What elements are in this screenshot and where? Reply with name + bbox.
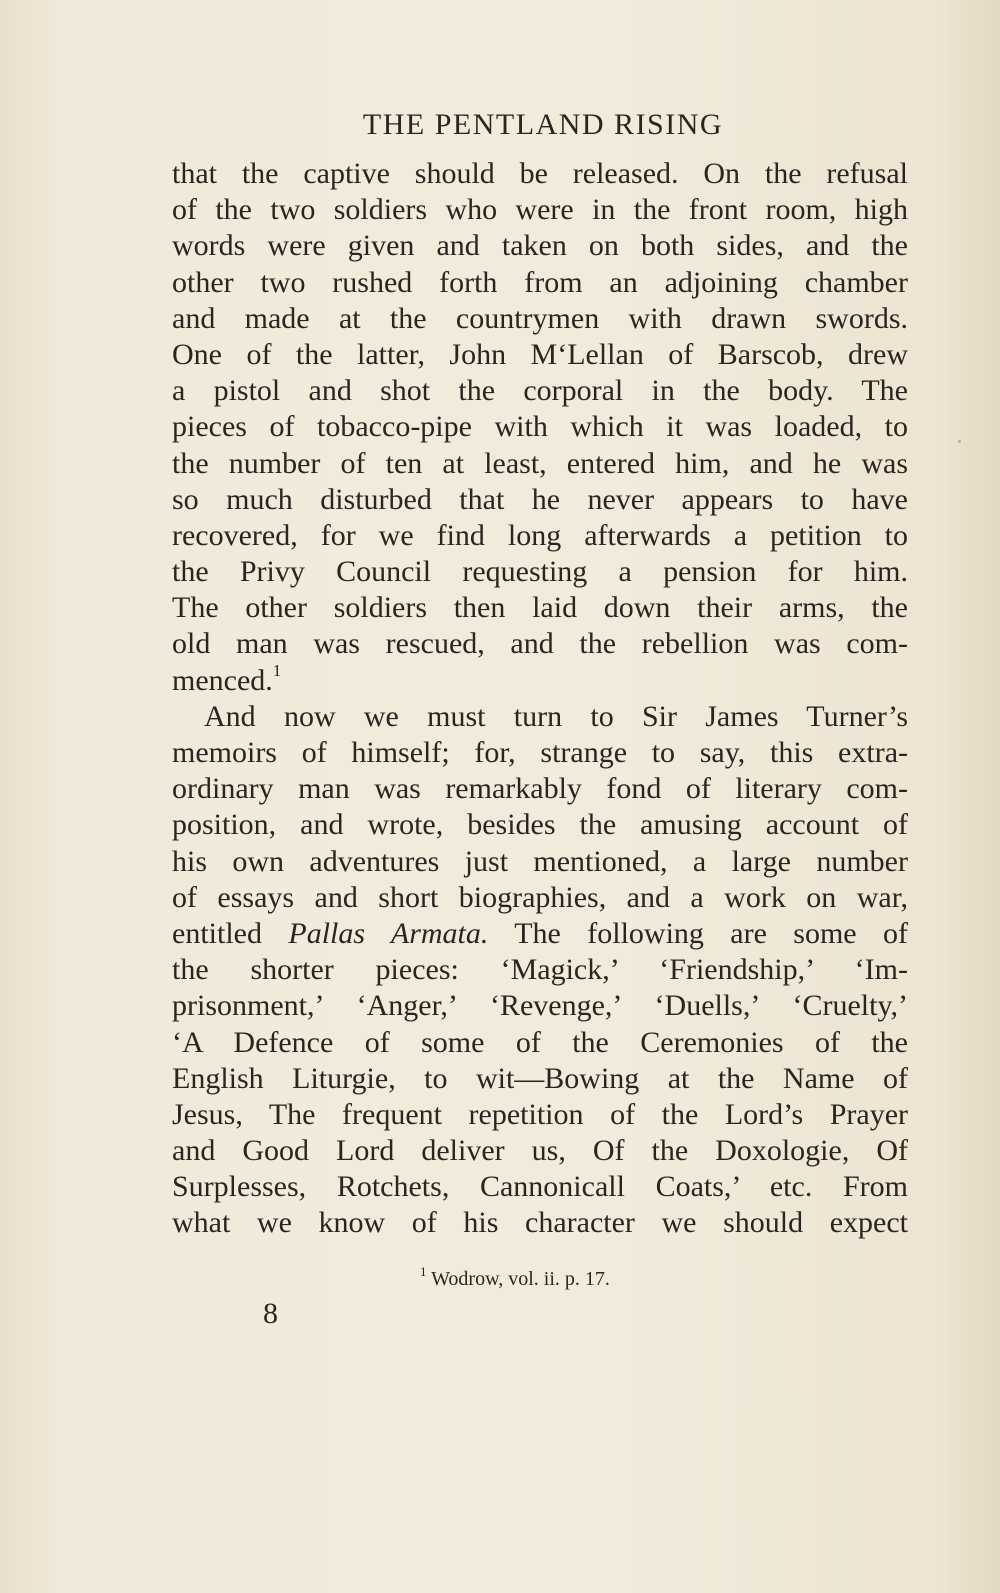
text-line (172, 916, 908, 952)
footnote (420, 1264, 610, 1291)
body-text (172, 156, 908, 1242)
text-line: recovered, for we find long afterwards a petition to (172, 518, 908, 552)
text-line: the Privy Council requesting a pension for him. (172, 555, 908, 589)
text-line: And now we must turn to Sir James Turner’s (204, 699, 908, 733)
text-line: position, and wrote, besides the amusing account of (172, 808, 908, 842)
text-line: of essays and short biographies, and a work on war, (172, 880, 908, 914)
book-title: Pallas Armata. (288, 916, 489, 950)
text-line: memoirs of himself; for, strange to say, this extra- (172, 736, 908, 769)
text-fragment: The following are some of (514, 916, 908, 950)
text-line: what we know of his character we should expect (172, 1206, 908, 1240)
text-line: English Liturgie, to wit—Bowing at the Name of (172, 1061, 908, 1095)
text-line: the shorter pieces: ‘Magick,’ ‘Friendship,’ ‘Im- (172, 953, 908, 987)
text-line: old man was rescued, and the rebellion was com- (172, 627, 908, 661)
text-line: One of the latter, John M‘Lellan of Barscob, drew (172, 337, 908, 371)
footnote-text: Wodrow, vol. ii. p. 17. (431, 1268, 610, 1290)
text-line: ‘A Defence of some of the Ceremonies of the (172, 1025, 908, 1059)
text-line: Surplesses, Rotchets, Cannonicall Coats,’ etc. From (172, 1170, 908, 1204)
text-line: prisonment,’ ‘Anger,’ ‘Revenge,’ ‘Duells,’ ‘Cruelty,’ (172, 989, 908, 1023)
text-line: the number of ten at least, entered him, and he was (172, 446, 908, 480)
text-line: Jesus, The frequent repetition of the Lord’s Prayer (172, 1097, 908, 1131)
footnote-marker: 1 (420, 1264, 427, 1279)
paper-speck (958, 440, 961, 443)
text-line: of the two soldiers who were in the front room, high (172, 193, 908, 227)
page-number: 8 (263, 1297, 278, 1330)
footnote-reference: 1 (272, 660, 282, 680)
text-line: ordinary man was remarkably fond of literary com- (172, 772, 908, 806)
running-header: THE PENTLAND RISING (362, 108, 724, 141)
text-line: and made at the countrymen with drawn swords. (172, 301, 908, 335)
text-line: a pistol and shot the corporal in the body. The (172, 374, 908, 408)
text-fragment: entitled (172, 916, 262, 950)
text-line: other two rushed forth from an adjoining chamber (172, 265, 908, 299)
text-line: The other soldiers then laid down their arms, the (172, 591, 908, 625)
text-line: so much disturbed that he never appears to have (172, 482, 908, 516)
text-line: his own adventures just mentioned, a large number (172, 844, 908, 878)
text-line: pieces of tobacco-pipe with which it was loaded, to (172, 410, 908, 444)
text-line: that the captive should be released. On the refusal (172, 157, 908, 190)
text-line: words were given and taken on both sides, and the (172, 229, 908, 263)
text-fragment: menced. (172, 663, 273, 697)
text-line: and Good Lord deliver us, Of the Doxologie, Of (172, 1134, 908, 1168)
text-line (172, 660, 908, 699)
